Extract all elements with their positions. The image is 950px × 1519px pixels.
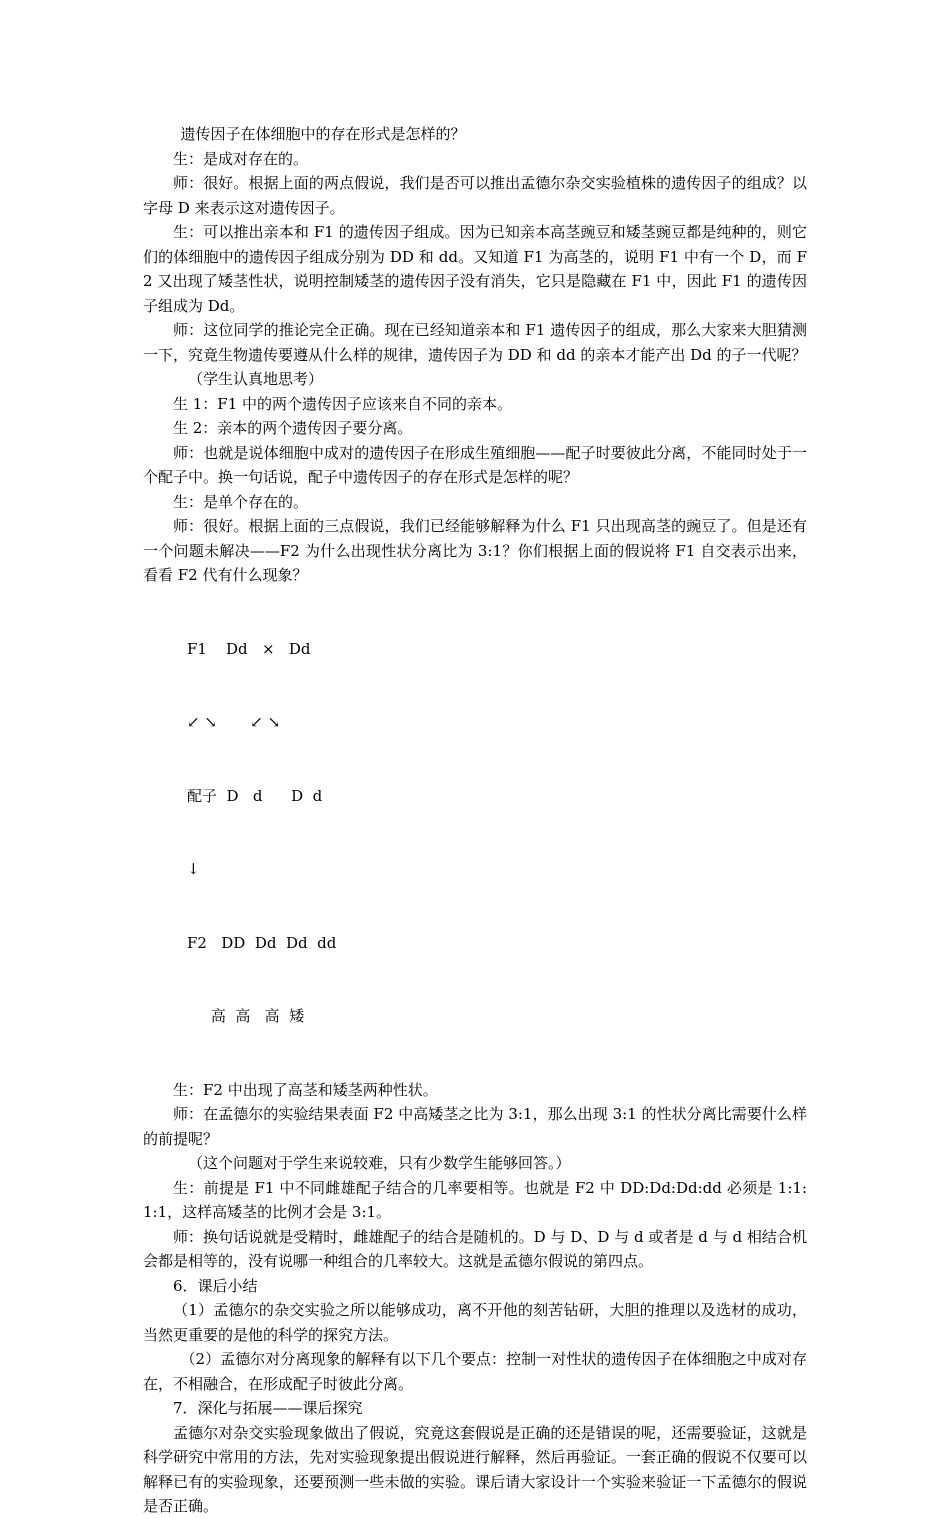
section-heading-extension: 7．深化与拓展——课后探究 [173,1399,363,1417]
paragraph-teacher: 师：在孟德尔的实验结果表面 F2 中高矮茎之比为 3:1，那么出现 3:1 的性状分离比需要什么样的前提呢？ [143,1105,807,1148]
paragraph-student: 生：前提是 F1 中不同雌雄配子结合的几率要相等。也就是 F2 中 DD:Dd:Dd:dd 必须是 1:1:1:1，这样高矮茎的比例才会是 3:1。 [143,1178,807,1221]
paragraph-student-1: 生 1：F1 中的两个遗传因子应该来自不同的亲本。 [173,394,513,413]
paragraph-student: 生：可以推出亲本和 F1 的遗传因子组成。因为已知亲本高茎豌豆和矮茎豌豆都是纯种的，则它们的体细胞中的遗传因子组成分别为 DD 和 dd。又知道 F1 为高茎的，说明 F1 中有一个 D，而 F2 又出现了矮茎性状，说明控制矮茎的遗传因子没有消失，它只是隐藏在 F1 中，因此 F1 的遗传因子组成为 Dd。 [143,223,807,315]
paragraph-student: 生：是单个存在的。 [173,492,309,511]
diagram-gamete-row: 配子 D d D d [187,786,323,805]
paragraph-extension: 孟德尔对杂交实验现象做出了假说，究竟这套假说是正确的还是错误的呢，还需要验证，这就是科学研究中常用的方法，先对实验现象提出假说进行解释，然后再验证。一套正确的假说不仅要可以解释已有的实验现象，还要预测一些未做的实验。课后请大家设计一个实验来验证一下孟德尔的假说是否正确。 [143,1423,807,1515]
paragraph-teacher: 师：这位同学的推论完全正确。现在已经知道亲本和 F1 遗传因子的组成，那么大家来大胆猜测一下，究竟生物遗传要遵从什么样的规律，遗传因子为 DD 和 dd 的亲本才能产出 Dd 的子一代呢？ [143,321,807,364]
paragraph-teacher: 师：很好。根据上面的三点假说，我们已经能够解释为什么 F1 只出现高茎的豌豆了。但是还有一个问题未解决——F2 为什么出现性状分离比为 3:1？你们根据上面的假说将 F1 自交表示出来，看看 F2 代有什么现象？ [143,517,807,584]
paragraph-note: （这个问题对于学生来说较难，只有少数学生能够回答。） [188,1154,571,1172]
document-page [143,122,807,1519]
summary-point-1: （1）孟德尔的杂交实验之所以能够成功，离不开他的刻苦钻研，大胆的推理以及选材的成功，当然更重要的是他的科学的探究方法。 [143,1301,807,1344]
genetic-cross-diagram [143,588,807,1078]
diagram-parent-row: F1 Dd × Dd [187,639,311,658]
paragraph-student-answer: 生：是成对存在的。 [173,149,309,168]
paragraph-student: 生：F2 中出现了高茎和矮茎两种性状。 [173,1080,438,1099]
diagram-down-arrow: ↓ [187,860,200,878]
diagram-arrow-row: ↙ ↘ ↙ ↘ [187,713,281,731]
paragraph-teacher: 师：也就是说体细胞中成对的遗传因子在形成生殖细胞——配子时要彼此分离，不能同时处于一个配子中。换一句话说，配子中遗传因子的存在形式是怎样的呢？ [143,443,807,486]
diagram-phenotype-row: 高 高 高 矮 [187,1007,305,1025]
summary-point-2: （2）孟德尔对分离现象的解释有以下几个要点：控制一对性状的遗传因子在体细胞之中成对存在，不相融合，在形成配子时彼此分离。 [143,1350,807,1393]
paragraph-note: （学生认真地思考） [188,370,324,388]
section-heading-summary: 6．课后小结 [173,1276,258,1295]
diagram-offspring-row: F2 DD Dd Dd dd [187,933,337,952]
paragraph-teacher: 师：换句话说就是受精时，雌雄配子的结合是随机的。D 与 D、D 与 d 或者是 d 与 d 相结合机会都是相等的，没有说哪一种组合的几率较大。这就是孟德尔假说的第四点。 [143,1227,807,1270]
paragraph-question: 遗传因子在体细胞中的存在形式是怎样的？ [180,125,466,143]
paragraph-student-2: 生 2：亲本的两个遗传因子要分离。 [173,419,413,437]
paragraph-teacher: 师：很好。根据上面的两点假说，我们是否可以推出孟德尔杂交实验植株的遗传因子的组成？以字母 D 来表示这对遗传因子。 [143,174,807,217]
